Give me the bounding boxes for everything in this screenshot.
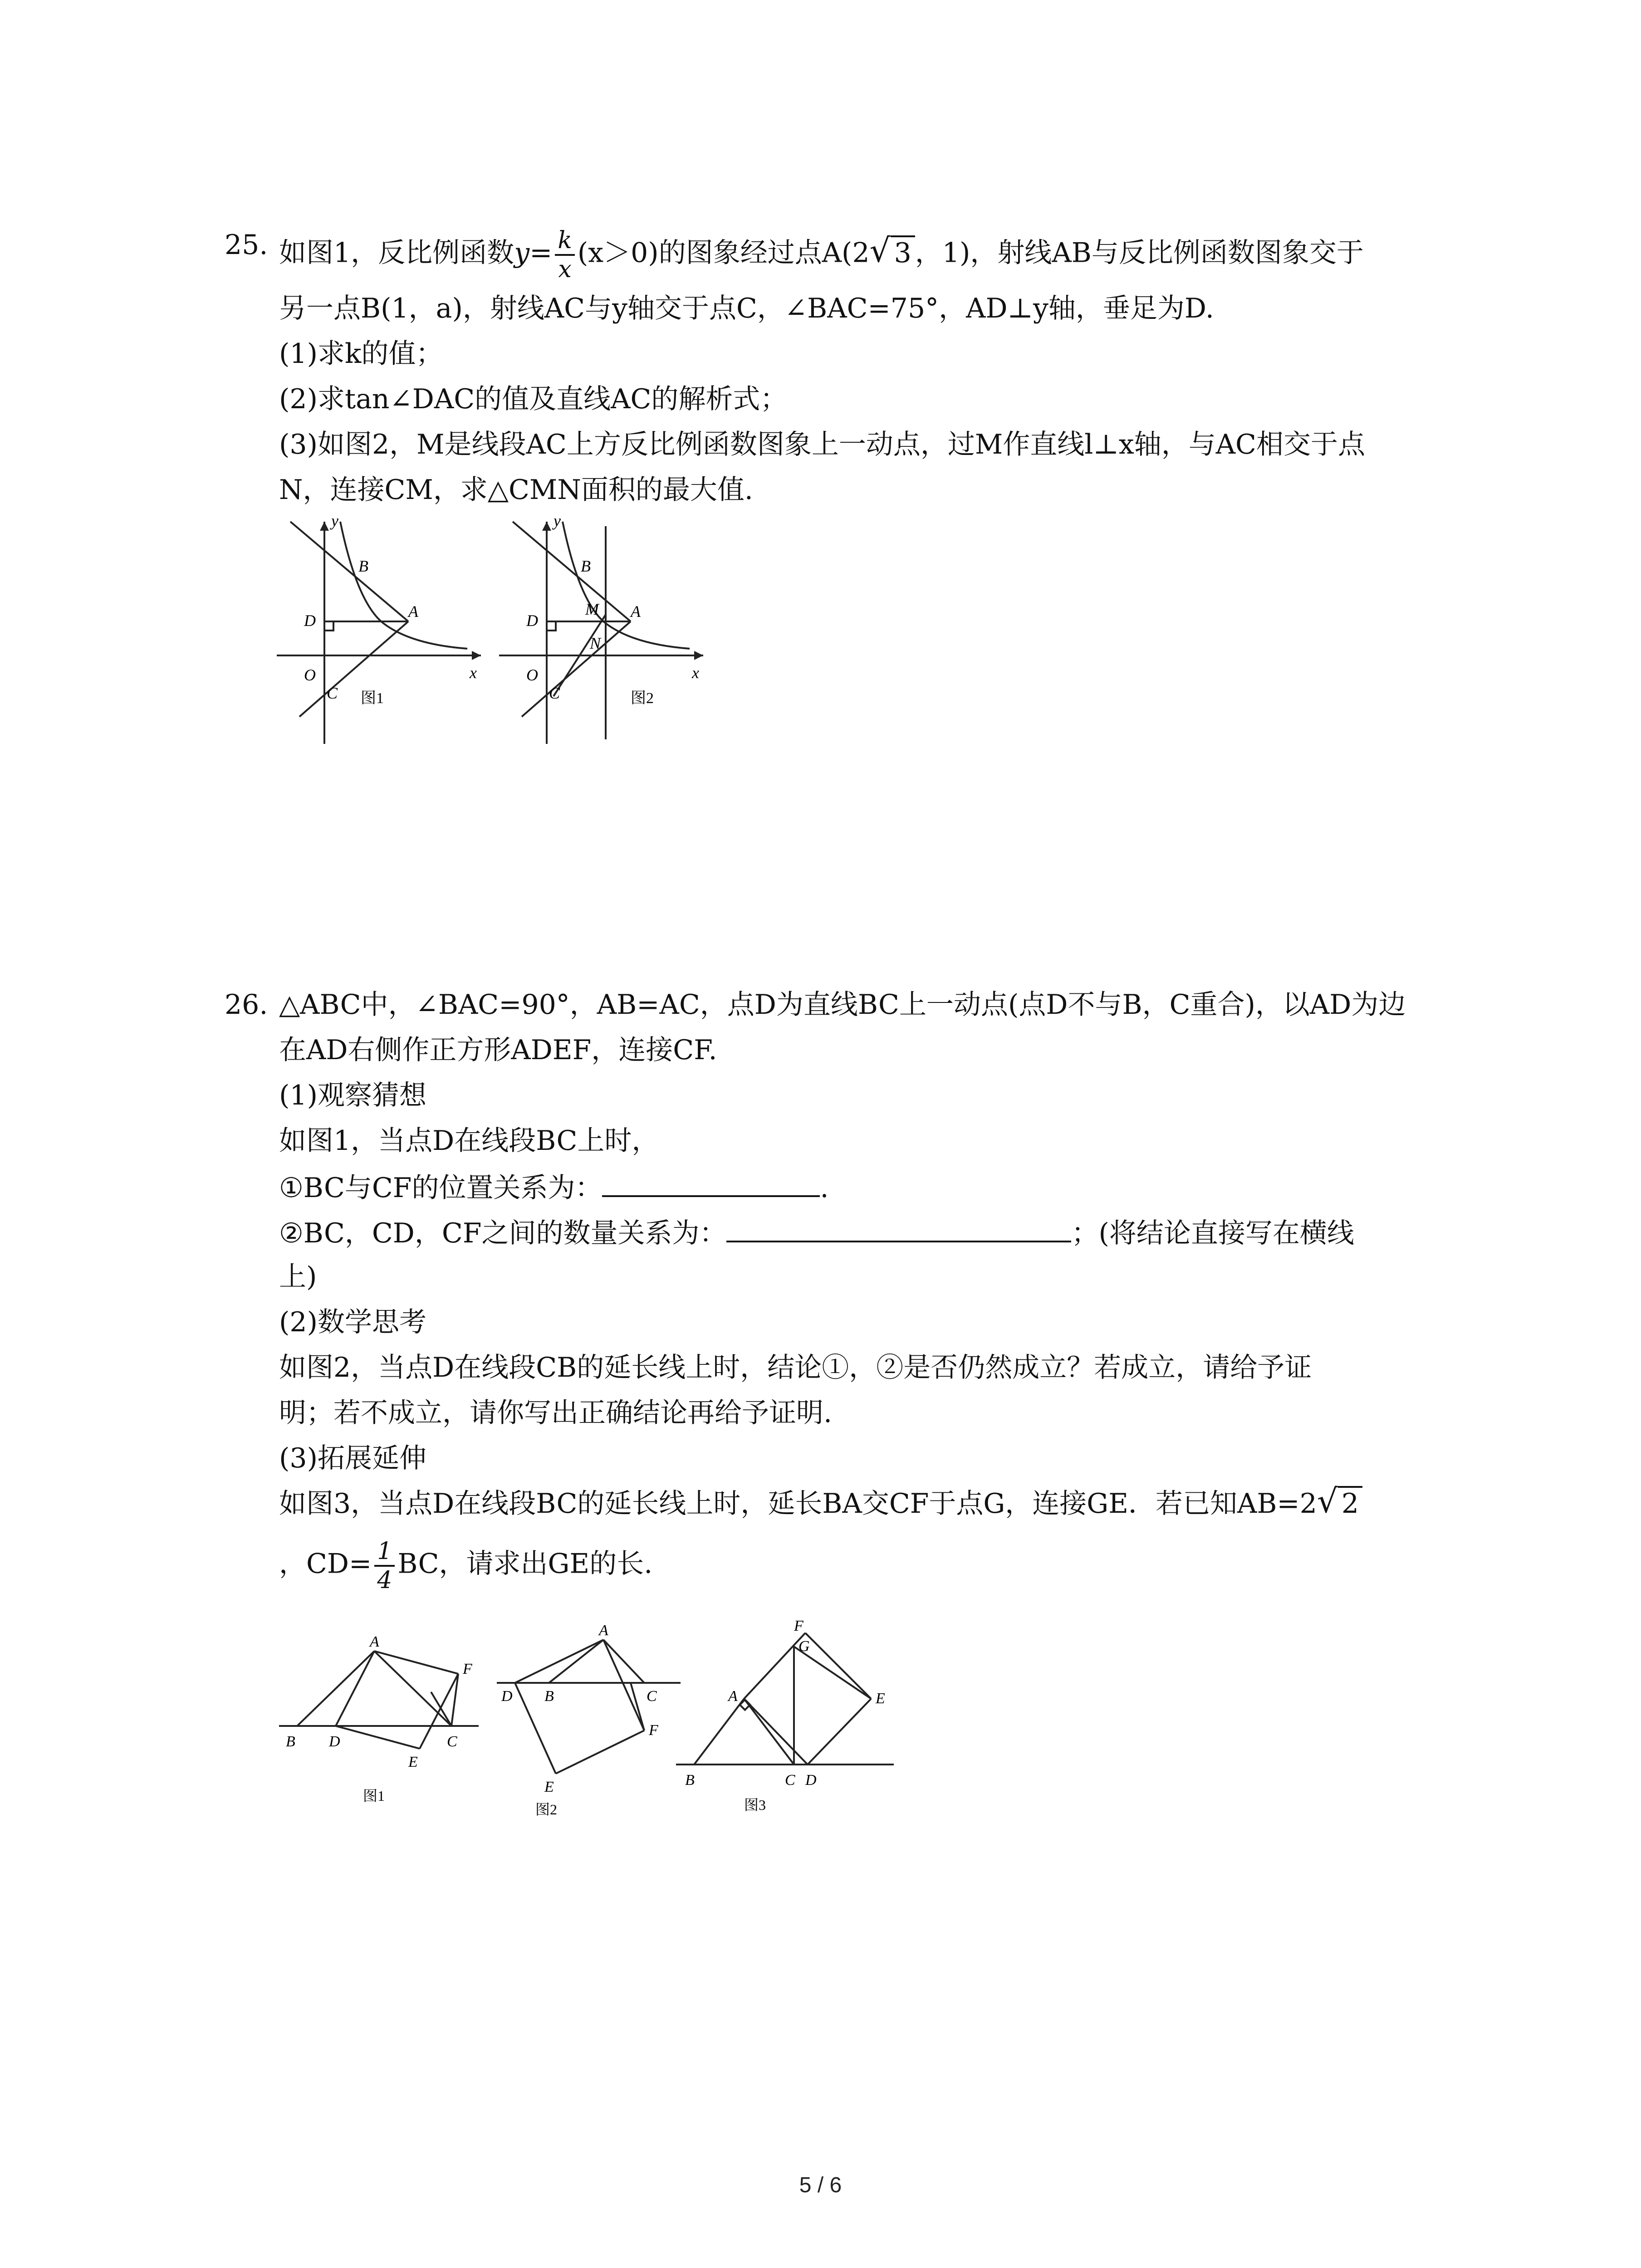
q26-frac-den: 4 [377, 1567, 392, 1594]
q26-fig2-label-d: D [501, 1688, 513, 1705]
q25-frac-num: k [555, 227, 575, 256]
segment-ac [603, 1640, 644, 1683]
fig1-label-a: A [408, 602, 418, 621]
segment-af [744, 1633, 805, 1699]
q26-l6-text-b: ；(将结论直接写在横线 [1071, 1217, 1354, 1249]
q26-fig3-label-f: F [794, 1618, 803, 1634]
q26-figure-1 [277, 1624, 490, 1814]
segment-ad [744, 1699, 808, 1765]
q26-line-6 [279, 1213, 1354, 1251]
q26-fig3-label-c: C [785, 1772, 795, 1789]
ray-ac [522, 621, 631, 717]
q26-figure-3 [667, 1606, 903, 1819]
q26-line-4: 如图1，当点D在线段BC上时， [279, 1125, 659, 1157]
q26-frac-num: 1 [374, 1538, 395, 1567]
q26-fig3-caption: 图3 [744, 1797, 766, 1813]
fig1-label-y: y [331, 513, 338, 530]
right-angle-mark [324, 621, 333, 631]
q26-line-2: 在AD右侧作正方形ADEF，连接CF. [279, 1034, 717, 1066]
q26-fig3-label-g: G [798, 1638, 810, 1655]
q26-fig3-label-b: B [685, 1772, 695, 1789]
q26-l13-text-a: ，CD= [279, 1548, 372, 1580]
segment-af [603, 1640, 644, 1730]
segment-ad [336, 1651, 374, 1726]
q26-fig1-label-c: C [447, 1733, 457, 1750]
q25-line-6: N，连接CM，求△CMN面积的最大值. [279, 474, 753, 506]
q26-line-7: 上) [279, 1261, 317, 1293]
q25-figure-2 [495, 513, 708, 748]
segment-ad [515, 1640, 603, 1683]
ray-ac [299, 621, 408, 717]
q25-fraction-k-over-x [555, 227, 575, 283]
answer-blank-1[interactable] [602, 1168, 820, 1197]
q25-figure-1 [272, 513, 485, 748]
segment-ba [694, 1699, 744, 1765]
q25-frac-den: x [558, 256, 572, 283]
fig1-caption: 图1 [361, 690, 384, 707]
segment-de [336, 1726, 420, 1749]
fig2-label-a: A [631, 602, 641, 621]
fig2-label-m: M [585, 600, 599, 618]
q26-figure-2 [495, 1615, 685, 1823]
q25-number: 25. [225, 229, 268, 261]
right-angle-mark [547, 621, 556, 631]
segment-ab [297, 1651, 374, 1726]
q26-fig3-label-d: D [805, 1772, 817, 1789]
fig1-label-x: x [470, 664, 477, 682]
q26-fig1-label-e: E [408, 1754, 418, 1770]
q26-fig1-caption: 图1 [363, 1788, 385, 1804]
q25-line-5: (3)如图2，M是线段AC上方反比例函数图象上一动点，过M作直线l⊥x轴，与AC相交于点 [279, 429, 1365, 460]
q25-l1-y: y= [514, 237, 553, 269]
segment-ac [744, 1699, 794, 1765]
fig2-label-c: C [549, 684, 560, 702]
q26-line-1: △ABC中，∠BAC=90°，AB=AC，点D为直线BC上一动点(点D不与B，C重合)，以AD为边 [279, 989, 1406, 1021]
q26-line-13 [279, 1538, 652, 1594]
fig2-label-o: O [526, 666, 538, 684]
fig2-label-b: B [581, 557, 591, 575]
q26-fig2-label-c: C [647, 1688, 657, 1705]
q25-l1-text-c: ，1)，射线AB与反比例函数图象交于 [915, 237, 1364, 269]
q26-line-12 [279, 1486, 1362, 1522]
q26-fraction-one-quarter [374, 1538, 395, 1594]
q26-number: 26. [225, 989, 268, 1021]
answer-blank-2[interactable] [726, 1213, 1071, 1242]
q26-sqrt [1317, 1486, 1362, 1522]
page-number: 5 / 6 [799, 2173, 842, 2197]
q26-line-11: (3)拓展延伸 [279, 1442, 426, 1474]
fig2-label-n: N [590, 634, 601, 652]
fig1-label-o: O [304, 666, 316, 684]
fig2-label-d: D [526, 611, 538, 630]
segment-ed [808, 1699, 871, 1765]
hyperbola-curve [563, 522, 690, 649]
q26-line-10: 明；若不成立，请你写出正确结论再给予证明. [279, 1397, 833, 1429]
q26-sqrt-value: 2 [1338, 1486, 1362, 1520]
fig1-label-d: D [304, 611, 316, 630]
q26-fig2-label-f: F [649, 1722, 658, 1739]
q25-line-1 [279, 227, 1364, 283]
q25-sqrt [870, 235, 915, 271]
q26-l12-text-a: 如图3，当点D在线段BC的延长线上时，延长BA交CF于点G，连接GE．若已知AB=2 [279, 1488, 1317, 1520]
q26-fig2-caption: 图2 [535, 1801, 558, 1818]
q26-fig1-label-f: F [463, 1661, 472, 1677]
q26-fig3-label-e: E [876, 1690, 885, 1707]
q26-l6-text-a: ②BC，CD，CF之间的数量关系为： [279, 1217, 727, 1249]
q25-l1-text-a: 如图1，反比例函数 [279, 237, 514, 269]
ray-ab [290, 522, 408, 621]
q26-line-5 [279, 1168, 829, 1206]
q26-fig2-label-b: B [544, 1688, 554, 1705]
q26-line-8: (2)数学思考 [279, 1306, 426, 1338]
q26-l5-text-b: . [820, 1172, 829, 1204]
q26-l13-text-b: BC，请求出GE的长. [397, 1548, 653, 1580]
q25-sqrt-value: 3 [891, 235, 915, 269]
fig2-caption: 图2 [631, 690, 654, 707]
q25-l1-text-b: (x＞0)的图象经过点A(2 [577, 237, 870, 269]
q26-fig3-label-a: A [728, 1688, 738, 1705]
fig1-label-b: B [358, 557, 368, 575]
q26-line-3: (1)观察猜想 [279, 1080, 426, 1111]
q26-fig1-label-a: A [370, 1633, 379, 1650]
q25-line-2: 另一点B(1，a)，射线AC与y轴交于点C，∠BAC=75°，AD⊥y轴，垂足为D. [279, 293, 1214, 324]
q26-fig1-label-d: D [329, 1733, 340, 1750]
q26-fig2-label-a: A [599, 1622, 608, 1639]
ray-ab [513, 522, 631, 621]
q25-line-3: (1)求k的值； [279, 338, 443, 370]
hyperbola-curve [340, 522, 467, 649]
segment-fe [805, 1633, 871, 1699]
q26-l5-text-a: ①BC与CF的位置关系为： [279, 1172, 603, 1204]
q26-line-9: 如图2，当点D在线段CB的延长线上时，结论①，②是否仍然成立？若成立，请给予证 [279, 1352, 1312, 1383]
q26-fig1-label-b: B [286, 1733, 295, 1750]
fig1-label-c: C [327, 684, 338, 702]
segment-ef [556, 1730, 644, 1774]
fig2-label-x: x [692, 664, 699, 682]
q26-fig2-label-e: E [544, 1779, 554, 1795]
q25-line-4: (2)求tan∠DAC的值及直线AC的解析式； [279, 383, 788, 415]
fig2-label-y: y [554, 513, 561, 530]
